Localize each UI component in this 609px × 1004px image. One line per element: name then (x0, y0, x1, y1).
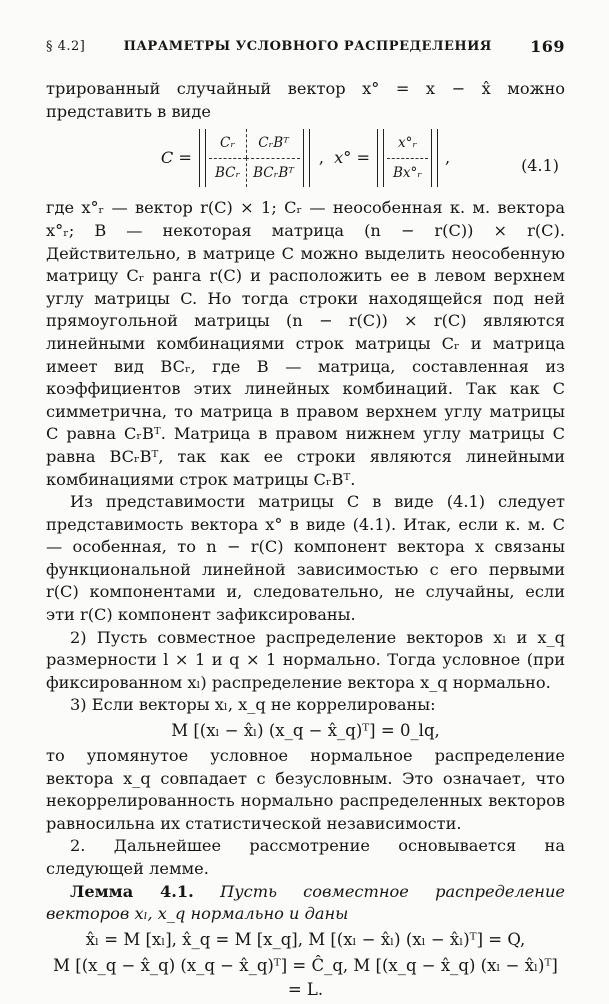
running-header (46, 32, 565, 60)
vector-x (374, 129, 441, 187)
page-number: 169 (530, 36, 565, 56)
equation-4-1: C = Cᵣ CᵣBᵀ BCᵣ BCᵣBᵀ , x° = x°ᵣ Bx°ᵣ , (4.1) (46, 129, 565, 187)
page-body (46, 78, 565, 1004)
section-ref: § 4.2] (46, 38, 86, 54)
paragraph-1: трированный случайный вектор x° = x − x̂ можно представить в виде (46, 79, 565, 121)
vector-x-2: Bx°ᵣ (387, 158, 428, 188)
paragraph-2: где x°ᵣ — вектор r(C) × 1; Cᵣ — неособенная к. м. вектора x°ᵣ; B — некоторая матрица (n − r(C)) × r(C). Действительно, в матрице C можно выделить неособенную матрицу Cᵣ ранга r(C) и расположить ее в левом верхнем углу матрицы C. Но тогда строки находящейся под ней прямоугольной матрицы (n − r(C)) × r(C) являются линейными комбинациями строк матрицы Cᵣ и матрица имеет вид BCᵣ, где B — матрица, составленная из коэффициентов этих линейных комбинаций. Так как C симметрична, то матрица в правом верхнем углу матрицы C равна CᵣBᵀ. Матрица в правом нижнем углу матрицы C равна BCᵣBᵀ, так как ее строки являются линейными комбинациями строк матрицы CᵣBᵀ. (46, 198, 565, 489)
formula-lemma-1: x̂ₗ = M [xₗ], x̂_q = M [x_q], M [(xₗ − x̂ₗ) (xₗ − x̂ₗ)ᵀ] = Q, (85, 929, 526, 949)
running-title: ПАРАМЕТРЫ УСЛОВНОГО РАСПРЕДЕЛЕНИЯ (123, 38, 492, 54)
lemma-4-1 (46, 881, 565, 926)
eq41-left-label: C = (160, 147, 192, 167)
lemma-text: Пусть совместное распределение векторов xₗ, x_q нормально и даны (46, 881, 565, 924)
eq41-x-label: x° = (334, 147, 371, 167)
lemma-title: Лемма 4.1. (70, 881, 194, 901)
matrix-c (196, 129, 313, 187)
matrix-c-21: BCᵣ (209, 158, 246, 188)
vector-x-1: x°ᵣ (397, 135, 418, 152)
matrix-c-12: CᵣBᵀ (246, 129, 300, 158)
matrix-c-22: BCᵣBᵀ (246, 158, 300, 188)
equation-number: (4.1) (521, 156, 559, 176)
matrix-c-11: Cᵣ (220, 135, 236, 152)
paragraph-3: Из представимости матрицы C в виде (4.1) следует представимость вектора x° в виде (4.1). Итак, если к. м. C — особенная, то n − r(C) компонент вектора x связаны функциональной линейной зависимостью с его первыми r(C) компонентами и, следовательно, не случайны, если эти r(C) компонент зафиксированы. (46, 492, 565, 625)
paragraph-7: 2. Дальнейшее рассмотрение основывается на следующей лемме. (46, 836, 565, 878)
paragraph-5: 3) Если векторы xₗ, x_q не коррелированы: (70, 695, 436, 715)
paragraph-6: то упомянутое условное нормальное распределение вектора x_q совпадает с безусловным. Это означает, что некоррелированность нормально распределенных векторов равносильна их статистической независимости. (46, 746, 565, 833)
formula-lemma-2: M [(x_q − x̂_q) (x_q − x̂_q)ᵀ] = Ĉ_q, M [(x_q − x̂_q) (xₗ − x̂ₗ)ᵀ] = L. (53, 955, 558, 999)
paragraph-4: 2) Пусть совместное распределение векторов xₗ и x_q размерности l × 1 и q × 1 нормально. Тогда условное (при фиксированном xₗ) распределение вектора x_q нормально. (46, 627, 565, 692)
formula-uncorrelated: M [(xₗ − x̂ₗ) (x_q − x̂_q)ᵀ] = 0_lq, (171, 721, 440, 741)
